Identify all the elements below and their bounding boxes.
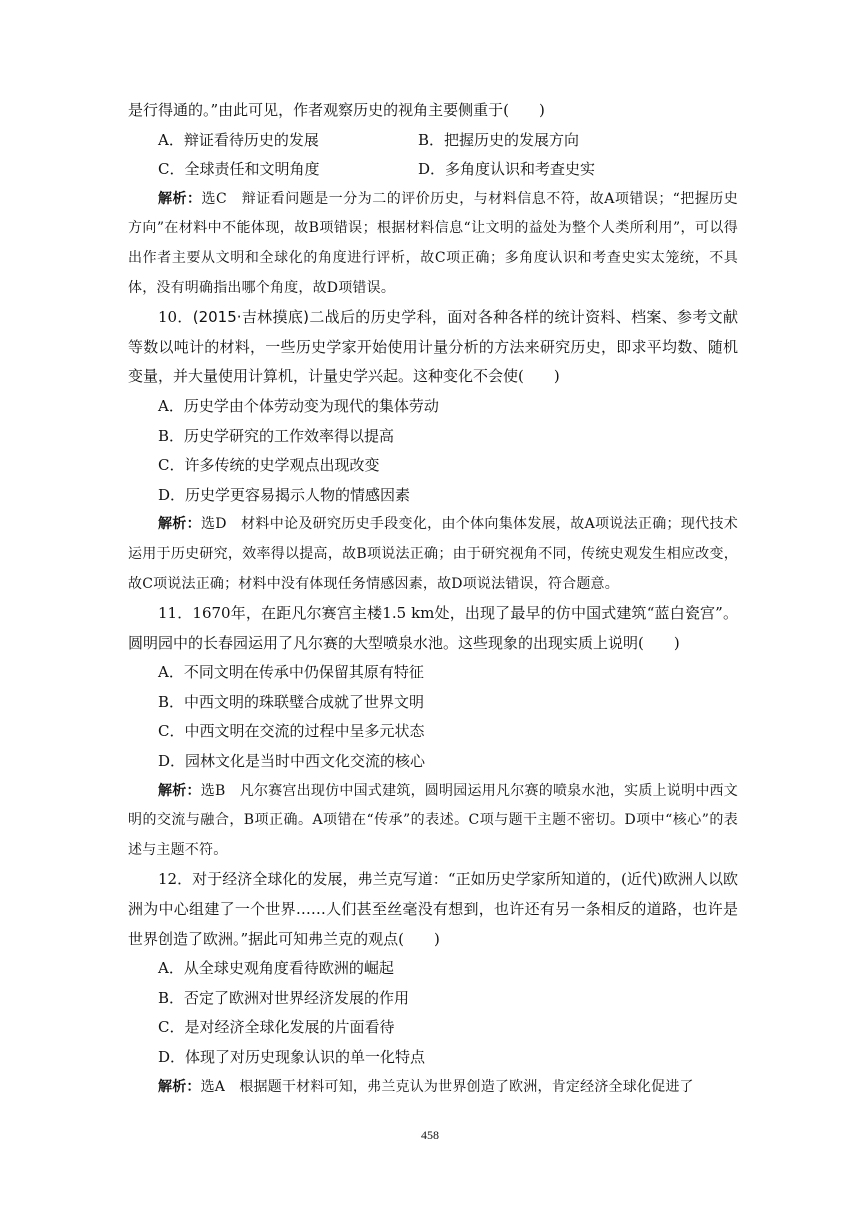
q9-options-row-1 (128, 126, 738, 156)
q12-analysis (128, 1073, 738, 1103)
q12-analysis-text: 选A 根据题干材料可知，弗兰克认为世界创造了欧洲，肯定经济全球化促进了 (200, 1078, 694, 1095)
q12-stem: 12．对于经济全球化的发展，弗兰克写道：“正如历史学家所知道的，(近代)欧洲人以欧洲为中心组建了一个世界……人们甚至丝毫没有想到，也许还有另一条相反的道路，也许是世界创造了欧洲。”据此可知弗兰克的观点( ) (128, 870, 738, 948)
q9-option-d: D．多角度认识和考查史实 (418, 160, 596, 179)
q10-analysis-text: 选D 材料中论及研究历史手段变化，由个体向集体发展，故A项说法正确；现代技术运用于历史研究，效率得以提高，故B项说法正确；由于研究视角不同，传统史观发生相应改变，故C项说法正确；材料中没有体现任务情感因素，故D项说法错误，符合题意。 (128, 516, 738, 592)
q10-option-a: A．历史学由个体劳动变为现代的集体劳动 (158, 396, 439, 415)
q9-analysis (128, 185, 738, 303)
q11-option-c: C．中西文明在交流的过程中呈多元状态 (158, 722, 425, 741)
q11-option-d: D．园林文化是当时中西文化交流的核心 (158, 752, 426, 771)
q11-option-a: A．不同文明在传承中仍保留其原有特征 (158, 663, 424, 682)
q10-source: (2015·吉林摸底) (192, 308, 309, 327)
q10-option-d: D．历史学更容易揭示人物的情感因素 (158, 485, 411, 504)
q10-analysis-label: 解析： (158, 516, 201, 533)
q12-option-b: B．否定了欧洲对世界经济发展的作用 (158, 988, 410, 1007)
q11-stem: 11．1670年，在距凡尔赛宫主楼1.5 km处，出现了最早的仿中国式建筑“蓝白瓷宫”。圆明园中的长春园运用了凡尔赛的大型喷泉水池。这些现象的出现实质上说明( ) (128, 604, 738, 652)
page-number: 458 (421, 1128, 439, 1142)
q12-option-a: A．从全球史观角度看待欧洲的崛起 (158, 959, 394, 978)
q9-options-row-2 (128, 155, 738, 185)
q10-option-c: C．许多传统的史学观点出现改变 (158, 456, 380, 475)
q12-analysis-label: 解析： (158, 1078, 201, 1095)
q9-option-b: B．把握历史的发展方向 (418, 130, 580, 149)
q12-option-c: C．是对经济全球化发展的片面看待 (158, 1018, 395, 1037)
q11-analysis-text: 选B 凡尔赛宫出现仿中国式建筑，圆明园运用凡尔赛的喷泉水池，实质上说明中西文明的交流与融合，B项正确。A项错在“传承”的表述。C项与题干主题不密切。D项中“核心”的表述与主题不符。 (128, 782, 738, 858)
q10-number: 10． (158, 308, 193, 327)
q11-analysis (128, 777, 738, 866)
q9-analysis-text: 选C 辩证看问题是一分为二的评价历史，与材料信息不符，故A项错误；“把握历史方向”在材料中不能体现，故B项错误；根据材料信息“让文明的益处为整个人类所利用”，可以得出作者主要从文明和全球化的角度进行评析，故C项正确；多角度认识和考查史实太笼统，不具体，没有明确指出哪个角度，故D项错误。 (128, 190, 738, 296)
q10-stem (128, 303, 738, 392)
q9-analysis-label: 解析： (158, 190, 202, 207)
page-content (128, 96, 738, 1102)
q10-analysis (128, 510, 738, 599)
q9-option-a: A．辩证看待历史的发展 (158, 130, 319, 149)
q10-stem-text: 二战后的历史学科，面对各种各样的统计资料、档案、参考文献等数以吨计的材料，一些历史学家开始使用计量分析的方法来研究历史，即求平均数、随机变量，并大量使用计算机，计量史学兴起。这种变化不会使( ) (128, 308, 738, 386)
q11-analysis-label: 解析： (158, 782, 201, 799)
q9-option-c: C．全球责任和文明角度 (158, 160, 320, 179)
q11-option-b: B．中西文明的珠联璧合成就了世界文明 (158, 692, 425, 711)
q10-option-b: B．历史学研究的工作效率得以提高 (158, 426, 395, 445)
q9-stem-tail: 是行得通的。”由此可见，作者观察历史的视角主要侧重于( ) (128, 101, 545, 119)
q12-option-d: D．体现了对历史现象认识的单一化特点 (158, 1048, 426, 1066)
